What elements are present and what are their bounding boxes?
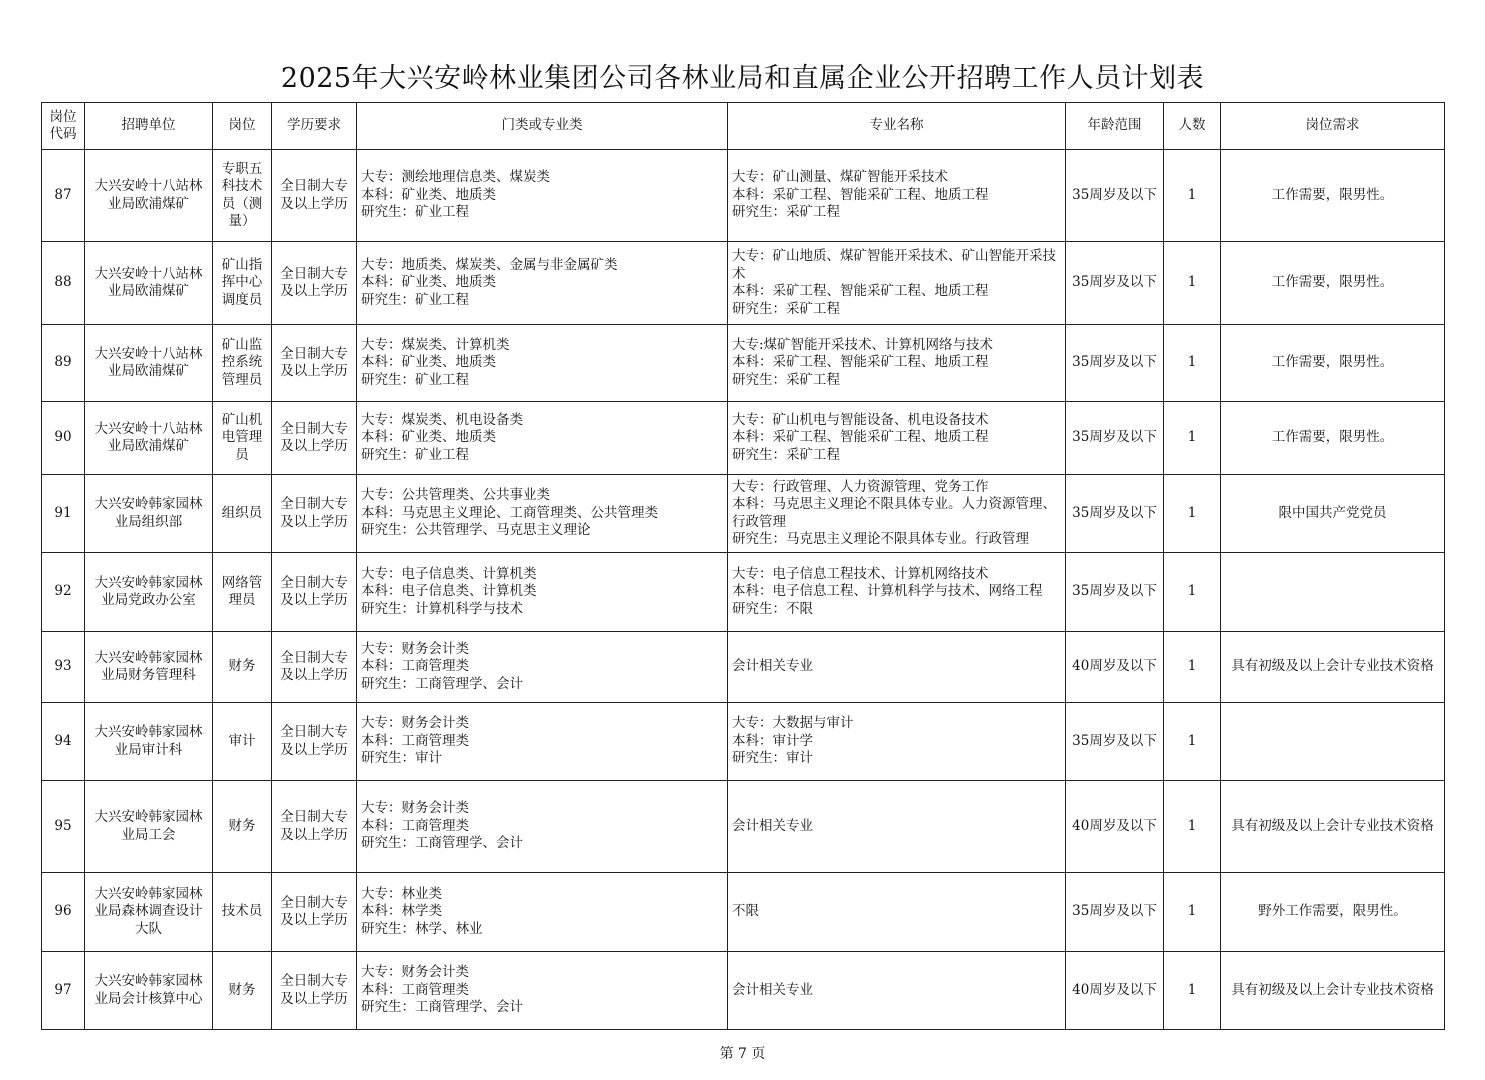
cell-major: 大专：矿山机电与智能设备、机电设备技术 本科：采矿工程、智能采矿工程、地质工程 研究生：采矿工程 bbox=[728, 402, 1066, 475]
recruitment-plan-table bbox=[41, 102, 1445, 1030]
header-count: 人数 bbox=[1164, 103, 1221, 150]
cell-unit: 大兴安岭韩家园林业局审计科 bbox=[85, 703, 213, 781]
cell-category: 大专：测绘地理信息类、煤炭类 本科：矿业类、地质类 研究生：矿业工程 bbox=[357, 150, 728, 242]
table-row bbox=[42, 952, 1445, 1030]
cell-age: 40周岁及以下 bbox=[1066, 632, 1164, 703]
cell-post: 矿山指挥中心调度员 bbox=[213, 242, 272, 325]
cell-post-code: 87 bbox=[42, 150, 85, 242]
cell-category: 大专：公共管理类、公共事业类 本科：马克思主义理论、工商管理类、公共管理类 研究生：公共管理学、马克思主义理论 bbox=[357, 475, 728, 553]
cell-unit: 大兴安岭韩家园林业局森林调查设计大队 bbox=[85, 873, 213, 952]
cell-education: 全日制大专及以上学历 bbox=[272, 703, 357, 781]
cell-unit: 大兴安岭十八站林业局欧浦煤矿 bbox=[85, 242, 213, 325]
cell-post-code: 96 bbox=[42, 873, 85, 952]
cell-age: 35周岁及以下 bbox=[1066, 703, 1164, 781]
cell-count: 1 bbox=[1164, 632, 1221, 703]
cell-unit: 大兴安岭十八站林业局欧浦煤矿 bbox=[85, 402, 213, 475]
cell-unit: 大兴安岭韩家园林业局财务管理科 bbox=[85, 632, 213, 703]
cell-education: 全日制大专及以上学历 bbox=[272, 952, 357, 1030]
cell-major: 大专：大数据与审计 本科：审计学 研究生：审计 bbox=[728, 703, 1066, 781]
cell-requirement bbox=[1221, 553, 1445, 632]
cell-category: 大专：林业类 本科：林学类 研究生：林学、林业 bbox=[357, 873, 728, 952]
cell-unit: 大兴安岭韩家园林业局组织部 bbox=[85, 475, 213, 553]
cell-count: 1 bbox=[1164, 325, 1221, 402]
cell-requirement bbox=[1221, 703, 1445, 781]
cell-count: 1 bbox=[1164, 703, 1221, 781]
header-post: 岗位 bbox=[213, 103, 272, 150]
header-requirement: 岗位需求 bbox=[1221, 103, 1445, 150]
cell-category: 大专：煤炭类、机电设备类 本科：矿业类、地质类 研究生：矿业工程 bbox=[357, 402, 728, 475]
cell-age: 40周岁及以下 bbox=[1066, 952, 1164, 1030]
cell-unit: 大兴安岭韩家园林业局党政办公室 bbox=[85, 553, 213, 632]
cell-post: 财务 bbox=[213, 952, 272, 1030]
cell-requirement: 限中国共产党党员 bbox=[1221, 475, 1445, 553]
cell-category: 大专：煤炭类、计算机类 本科：矿业类、地质类 研究生：矿业工程 bbox=[357, 325, 728, 402]
cell-count: 1 bbox=[1164, 475, 1221, 553]
cell-post: 技术员 bbox=[213, 873, 272, 952]
cell-post-code: 89 bbox=[42, 325, 85, 402]
cell-category: 大专：财务会计类 本科：工商管理类 研究生：工商管理学、会计 bbox=[357, 952, 728, 1030]
cell-age: 35周岁及以下 bbox=[1066, 325, 1164, 402]
cell-category: 大专：财务会计类 本科：工商管理类 研究生：工商管理学、会计 bbox=[357, 632, 728, 703]
cell-category: 大专：电子信息类、计算机类 本科：电子信息类、计算机类 研究生：计算机科学与技术 bbox=[357, 553, 728, 632]
cell-major: 大专：行政管理、人力资源管理、党务工作 本科：马克思主义理论不限具体专业。人力资源管理、行政管理 研究生：马克思主义理论不限具体专业。行政管理 bbox=[728, 475, 1066, 553]
table-row bbox=[42, 242, 1445, 325]
table-row bbox=[42, 402, 1445, 475]
cell-requirement: 工作需要，限男性。 bbox=[1221, 402, 1445, 475]
cell-education: 全日制大专及以上学历 bbox=[272, 402, 357, 475]
cell-count: 1 bbox=[1164, 781, 1221, 873]
cell-post: 财务 bbox=[213, 781, 272, 873]
page-number: 第 7 页 bbox=[719, 1046, 766, 1062]
table-row bbox=[42, 325, 1445, 402]
cell-requirement: 工作需要，限男性。 bbox=[1221, 325, 1445, 402]
cell-education: 全日制大专及以上学历 bbox=[272, 553, 357, 632]
cell-age: 35周岁及以下 bbox=[1066, 242, 1164, 325]
cell-post: 专职五科技术员（测量） bbox=[213, 150, 272, 242]
cell-education: 全日制大专及以上学历 bbox=[272, 632, 357, 703]
cell-unit: 大兴安岭十八站林业局欧浦煤矿 bbox=[85, 150, 213, 242]
cell-count: 1 bbox=[1164, 952, 1221, 1030]
cell-post: 组织员 bbox=[213, 475, 272, 553]
cell-requirement: 工作需要，限男性。 bbox=[1221, 150, 1445, 242]
cell-age: 35周岁及以下 bbox=[1066, 402, 1164, 475]
cell-education: 全日制大专及以上学历 bbox=[272, 781, 357, 873]
cell-count: 1 bbox=[1164, 242, 1221, 325]
cell-unit: 大兴安岭十八站林业局欧浦煤矿 bbox=[85, 325, 213, 402]
cell-post: 矿山机电管理员 bbox=[213, 402, 272, 475]
table-row bbox=[42, 632, 1445, 703]
header-category: 门类或专业类 bbox=[357, 103, 728, 150]
header-row bbox=[42, 103, 1445, 150]
cell-post: 财务 bbox=[213, 632, 272, 703]
table-row bbox=[42, 475, 1445, 553]
cell-age: 35周岁及以下 bbox=[1066, 873, 1164, 952]
cell-post-code: 97 bbox=[42, 952, 85, 1030]
cell-post-code: 91 bbox=[42, 475, 85, 553]
cell-count: 1 bbox=[1164, 402, 1221, 475]
header-age: 年龄范围 bbox=[1066, 103, 1164, 150]
cell-category: 大专：财务会计类 本科：工商管理类 研究生：审计 bbox=[357, 703, 728, 781]
cell-education: 全日制大专及以上学历 bbox=[272, 873, 357, 952]
header-post-code: 岗位 代码 bbox=[42, 103, 85, 150]
cell-unit: 大兴安岭韩家园林业局工会 bbox=[85, 781, 213, 873]
cell-requirement: 具有初级及以上会计专业技术资格 bbox=[1221, 952, 1445, 1030]
cell-major: 大专：电子信息工程技术、计算机网络技术 本科：电子信息工程、计算机科学与技术、网络工程 研究生：不限 bbox=[728, 553, 1066, 632]
table-row bbox=[42, 150, 1445, 242]
cell-education: 全日制大专及以上学历 bbox=[272, 475, 357, 553]
cell-post-code: 88 bbox=[42, 242, 85, 325]
cell-age: 40周岁及以下 bbox=[1066, 781, 1164, 873]
cell-count: 1 bbox=[1164, 553, 1221, 632]
cell-requirement: 野外工作需要，限男性。 bbox=[1221, 873, 1445, 952]
cell-major: 会计相关专业 bbox=[728, 781, 1066, 873]
table-row bbox=[42, 553, 1445, 632]
cell-unit: 大兴安岭韩家园林业局会计核算中心 bbox=[85, 952, 213, 1030]
header-unit: 招聘单位 bbox=[85, 103, 213, 150]
table-row bbox=[42, 703, 1445, 781]
cell-post-code: 93 bbox=[42, 632, 85, 703]
cell-major: 会计相关专业 bbox=[728, 952, 1066, 1030]
table-row bbox=[42, 873, 1445, 952]
cell-count: 1 bbox=[1164, 873, 1221, 952]
cell-post-code: 94 bbox=[42, 703, 85, 781]
table-row bbox=[42, 781, 1445, 873]
page-title: 2025年大兴安岭林业集团公司各林业局和直属企业公开招聘工作人员计划表 bbox=[280, 63, 1205, 94]
cell-requirement: 工作需要，限男性。 bbox=[1221, 242, 1445, 325]
cell-education: 全日制大专及以上学历 bbox=[272, 150, 357, 242]
cell-requirement: 具有初级及以上会计专业技术资格 bbox=[1221, 781, 1445, 873]
cell-category: 大专：财务会计类 本科：工商管理类 研究生：工商管理学、会计 bbox=[357, 781, 728, 873]
cell-post-code: 90 bbox=[42, 402, 85, 475]
cell-major: 大专：矿山地质、煤矿智能开采技术、矿山智能开采技术 本科：采矿工程、智能采矿工程、地质工程 研究生：采矿工程 bbox=[728, 242, 1066, 325]
cell-post-code: 92 bbox=[42, 553, 85, 632]
header-education: 学历要求 bbox=[272, 103, 357, 150]
cell-major: 大专：矿山测量、煤矿智能开采技术 本科：采矿工程、智能采矿工程、地质工程 研究生：采矿工程 bbox=[728, 150, 1066, 242]
cell-post: 网络管理员 bbox=[213, 553, 272, 632]
cell-requirement: 具有初级及以上会计专业技术资格 bbox=[1221, 632, 1445, 703]
cell-post: 矿山监控系统管理员 bbox=[213, 325, 272, 402]
cell-education: 全日制大专及以上学历 bbox=[272, 325, 357, 402]
cell-major: 大专:煤矿智能开采技术、计算机网络与技术 本科：采矿工程、智能采矿工程、地质工程 研究生：采矿工程 bbox=[728, 325, 1066, 402]
cell-major: 不限 bbox=[728, 873, 1066, 952]
cell-category: 大专：地质类、煤炭类、金属与非金属矿类 本科：矿业类、地质类 研究生：矿业工程 bbox=[357, 242, 728, 325]
cell-age: 35周岁及以下 bbox=[1066, 553, 1164, 632]
cell-post-code: 95 bbox=[42, 781, 85, 873]
cell-post: 审计 bbox=[213, 703, 272, 781]
cell-count: 1 bbox=[1164, 150, 1221, 242]
cell-age: 35周岁及以下 bbox=[1066, 150, 1164, 242]
cell-age: 35周岁及以下 bbox=[1066, 475, 1164, 553]
cell-education: 全日制大专及以上学历 bbox=[272, 242, 357, 325]
header-major: 专业名称 bbox=[728, 103, 1066, 150]
cell-major: 会计相关专业 bbox=[728, 632, 1066, 703]
